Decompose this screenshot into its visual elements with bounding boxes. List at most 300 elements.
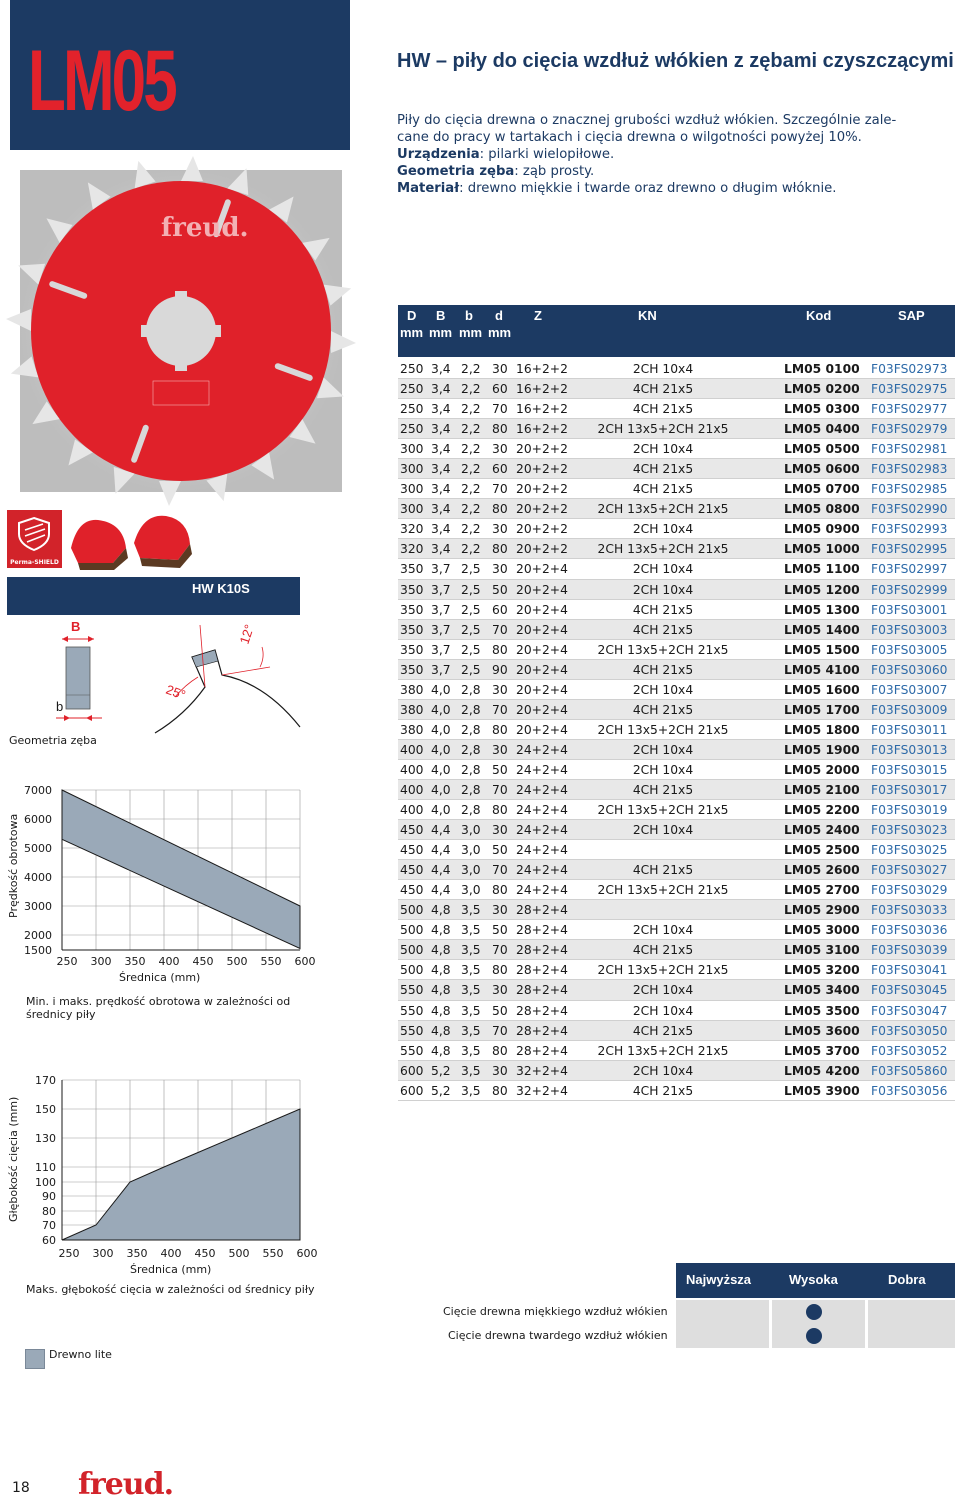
cell-D: 300	[400, 502, 424, 517]
cell-sap: F03FS03036	[871, 923, 948, 938]
table-row	[398, 539, 955, 559]
cell-KN: 4CH 21x5	[632, 382, 694, 397]
cell-Z: 20+2+2	[516, 482, 568, 497]
table-row	[398, 920, 955, 940]
cell-b: 2,2	[461, 522, 481, 537]
cell-KN: 2CH 10x4	[632, 362, 694, 376]
cell-Z: 24+2+4	[516, 762, 568, 777]
cell-d: 70	[492, 482, 508, 497]
cell-d: 30	[492, 1063, 508, 1078]
table-row	[398, 800, 955, 820]
cell-sap: F03FS03050	[871, 1023, 948, 1038]
cell-b: 3,0	[461, 883, 481, 898]
cell-KN: 2CH 10x4	[632, 742, 694, 757]
cell-Z: 20+2+4	[516, 562, 568, 577]
cell-Z: 20+2+2	[516, 442, 568, 457]
cell-sap: F03FS02995	[871, 542, 948, 557]
cell-D: 500	[400, 943, 424, 958]
cell-kod: LM05 1100	[784, 562, 860, 577]
rating-label-hardwood: Cięcie drewna twardego wzdłuż włókien	[448, 1329, 668, 1342]
cell-Z: 28+2+4	[516, 1023, 568, 1038]
cell-Z: 24+2+4	[516, 823, 568, 838]
rating-col-good: Dobra	[888, 1272, 926, 1287]
cell-b: 2,5	[461, 582, 481, 597]
cell-kod: LM05 3100	[784, 943, 860, 958]
cell-KN: 2CH 13x5+2CH 21x5	[597, 883, 729, 898]
cell-Z: 20+2+4	[516, 662, 568, 677]
cell-B: 4,4	[431, 863, 451, 878]
cell-B: 4,8	[431, 903, 451, 918]
x-tick-label: 550	[262, 1247, 284, 1260]
product-table	[398, 359, 955, 1101]
tooth-material-bar	[7, 577, 300, 615]
y-tick-label: 2000	[24, 929, 52, 942]
cell-KN: 2CH 10x4	[632, 1063, 694, 1078]
cell-d: 80	[492, 542, 508, 557]
cell-sap: F03FS02999	[871, 582, 948, 597]
cell-b: 2,5	[461, 662, 481, 677]
cell-B: 3,4	[431, 502, 451, 517]
cell-Z: 16+2+2	[516, 402, 568, 417]
blade-brand-text: freud.	[161, 213, 249, 243]
cell-sap: F03FS03025	[871, 843, 948, 858]
cell-KN: 2CH 10x4	[632, 823, 694, 838]
rpm-chart-caption-2: średnicy piły	[26, 1008, 96, 1021]
cell-D: 350	[400, 582, 424, 597]
cell-d: 70	[492, 402, 508, 417]
cell-KN: 2CH 13x5+2CH 21x5	[597, 803, 729, 818]
cell-d: 30	[492, 362, 508, 376]
cell-B: 4,8	[431, 1003, 451, 1018]
cell-kod: LM05 0600	[784, 462, 860, 477]
cell-b: 2,2	[461, 502, 481, 517]
cell-sap: F03FS03005	[871, 642, 948, 657]
cell-d: 80	[492, 642, 508, 657]
rpm-chart-xlabel: Średnica (mm)	[119, 971, 201, 984]
cell-sap: F03FS02993	[871, 522, 948, 537]
cell-Z: 20+2+4	[516, 642, 568, 657]
cell-B: 4,8	[431, 943, 451, 958]
cell-D: 320	[400, 542, 424, 557]
rating-col-highest: Najwyższa	[686, 1272, 752, 1287]
cell-sap: F03FS03056	[871, 1083, 948, 1098]
cell-d: 80	[492, 422, 508, 437]
table-row	[398, 479, 955, 499]
cell-sap: F03FS03052	[871, 1043, 948, 1058]
table-row	[398, 399, 955, 419]
cell-B: 3,7	[431, 642, 451, 657]
rpm-chart	[0, 780, 316, 1025]
cell-B: 4,0	[431, 682, 451, 697]
cell-D: 350	[400, 662, 424, 677]
cell-KN: 2CH 10x4	[632, 923, 694, 938]
cell-B: 4,4	[431, 843, 451, 858]
cell-kod: LM05 2000	[784, 762, 860, 777]
cell-sap: F03FS02983	[871, 462, 948, 477]
depth-chart-area	[62, 1109, 300, 1240]
perma-shield-label: Perma-SHIELD	[10, 559, 59, 566]
cell-B: 3,4	[431, 402, 451, 417]
rating-row-softwood	[440, 1300, 955, 1324]
x-tick-label: 350	[126, 1247, 148, 1260]
cell-d: 30	[492, 442, 508, 457]
cell-KN: 2CH 13x5+2CH 21x5	[597, 542, 729, 557]
rpm-chart-area	[62, 790, 300, 949]
cell-kod: LM05 3200	[784, 963, 860, 978]
cell-sap: F03FS03003	[871, 622, 948, 637]
rpm-chart-ylabel: Prędkość obrotowa	[7, 813, 20, 918]
col-Kod: Kod	[806, 308, 832, 323]
x-tick-label: 450	[192, 955, 214, 968]
cell-B: 4,0	[431, 742, 451, 757]
table-row	[398, 960, 955, 980]
table-row	[398, 700, 955, 720]
y-tick-label: 150	[35, 1103, 56, 1116]
y-tick-label: 5000	[24, 842, 52, 855]
cell-Z: 20+2+4	[516, 682, 568, 697]
cell-kod: LM05 3400	[784, 983, 860, 998]
table-row	[398, 580, 955, 600]
cell-d: 60	[492, 462, 508, 477]
cell-sap: F03FS03029	[871, 883, 948, 898]
rating-cell-highest	[676, 1324, 769, 1348]
cell-kod: LM05 2200	[784, 803, 860, 818]
cell-KN: 2CH 10x4	[632, 582, 694, 597]
cell-b: 2,2	[461, 362, 481, 376]
cell-KN: 4CH 21x5	[632, 943, 694, 958]
cell-d: 70	[492, 1023, 508, 1038]
cell-sap: F03FS02990	[871, 502, 948, 517]
cell-b: 2,2	[461, 542, 481, 557]
shield-icon	[7, 510, 62, 554]
col-b: b	[465, 308, 473, 323]
cell-d: 50	[492, 762, 508, 777]
rating-label-softwood: Cięcie drewna miękkiego wzdłuż włókien	[443, 1305, 668, 1318]
cell-D: 600	[400, 1083, 424, 1098]
cell-sap: F03FS03041	[871, 963, 948, 978]
cell-Z: 24+2+4	[516, 803, 568, 818]
cell-KN: 2CH 13x5+2CH 21x5	[597, 642, 729, 657]
table-row	[398, 600, 955, 620]
table-row	[398, 940, 955, 960]
cell-b: 3,0	[461, 843, 481, 858]
rating-header	[676, 1263, 955, 1298]
cell-d: 30	[492, 682, 508, 697]
cell-KN: 4CH 21x5	[632, 1023, 694, 1038]
cell-Z: 16+2+2	[516, 422, 568, 437]
cell-D: 250	[400, 382, 424, 397]
x-tick-label: 300	[90, 955, 112, 968]
cell-D: 550	[400, 1003, 424, 1018]
cell-Z: 16+2+2	[516, 382, 568, 397]
perma-shield-logo	[7, 510, 62, 568]
label-B: B	[71, 619, 81, 634]
cell-KN: 2CH 13x5+2CH 21x5	[597, 502, 729, 517]
cell-sap: F03FS03060	[871, 662, 948, 677]
cell-KN: 2CH 10x4	[632, 562, 694, 577]
table-row	[398, 640, 955, 660]
cell-d: 60	[492, 602, 508, 617]
cell-d: 50	[492, 843, 508, 858]
cell-kod: LM05 1800	[784, 722, 860, 737]
cell-sap: F03FS03007	[871, 682, 948, 697]
cell-B: 3,7	[431, 582, 451, 597]
cell-b: 3,5	[461, 1023, 481, 1038]
unit-b: mm	[459, 325, 483, 340]
cell-b: 2,2	[461, 402, 481, 417]
cell-kod: LM05 2900	[784, 903, 860, 918]
cell-sap: F03FS02985	[871, 482, 948, 497]
cell-kod: LM05 1500	[784, 642, 860, 657]
cell-B: 4,0	[431, 702, 451, 717]
cell-Z: 20+2+2	[516, 462, 568, 477]
y-tick-label: 7000	[24, 784, 52, 797]
cell-D: 380	[400, 682, 424, 697]
table-row	[398, 860, 955, 880]
cell-D: 450	[400, 883, 424, 898]
table-row	[398, 419, 955, 439]
cell-d: 50	[492, 1003, 508, 1018]
cell-d: 80	[492, 803, 508, 818]
cell-kod: LM05 0400	[784, 422, 860, 437]
cell-sap: F03FS03027	[871, 863, 948, 878]
cell-d: 80	[492, 502, 508, 517]
cell-D: 500	[400, 923, 424, 938]
cell-Z: 20+2+2	[516, 502, 568, 517]
y-tick-label: 110	[35, 1161, 56, 1174]
cell-B: 3,7	[431, 562, 451, 577]
cell-sap: F03FS03033	[871, 903, 948, 918]
cell-B: 5,2	[431, 1063, 451, 1078]
x-tick-label: 250	[58, 1247, 80, 1260]
cell-kod: LM05 3500	[784, 1003, 860, 1018]
x-tick-label: 350	[124, 955, 146, 968]
table-row	[398, 559, 955, 579]
cell-D: 300	[400, 462, 424, 477]
depth-chart-x-ticks	[59, 1247, 318, 1260]
cell-kod: LM05 4200	[784, 1063, 860, 1078]
cell-kod: LM05 2400	[784, 823, 860, 838]
rpm-chart-y-ticks	[24, 784, 52, 957]
cell-d: 90	[492, 662, 508, 677]
table-row	[398, 379, 955, 399]
table-row	[398, 980, 955, 1000]
product-code: LM05	[28, 33, 175, 129]
cell-Z: 16+2+2	[516, 362, 568, 376]
cell-kod: LM05 2500	[784, 843, 860, 858]
table-row	[398, 359, 955, 379]
unit-d: mm	[488, 325, 512, 340]
cell-d: 80	[492, 1043, 508, 1058]
y-tick-label: 3000	[24, 900, 52, 913]
cell-B: 5,2	[431, 1083, 451, 1098]
x-tick-label: 600	[294, 955, 316, 968]
y-tick-label: 1500	[24, 944, 52, 957]
cell-b: 3,5	[461, 1083, 481, 1098]
legend-swatch	[25, 1349, 45, 1369]
cell-KN: 2CH 13x5+2CH 21x5	[597, 722, 729, 737]
cell-sap: F03FS03047	[871, 1003, 948, 1018]
tooth-geometry-diagram	[0, 615, 310, 733]
table-row	[398, 820, 955, 840]
y-tick-label: 4000	[24, 871, 52, 884]
cell-kod: LM05 1300	[784, 602, 860, 617]
cell-sap: F03FS03039	[871, 943, 948, 958]
cell-b: 2,2	[461, 382, 481, 397]
cell-b: 3,5	[461, 1043, 481, 1058]
cell-b: 2,2	[461, 442, 481, 457]
rating-dot-icon	[806, 1328, 822, 1344]
rpm-chart-x-ticks	[57, 955, 316, 968]
cell-D: 550	[400, 983, 424, 998]
cell-B: 4,0	[431, 782, 451, 797]
cell-kod: LM05 1400	[784, 622, 860, 637]
cell-KN: 2CH 10x4	[632, 682, 694, 697]
col-d: d	[495, 308, 503, 323]
cell-sap: F03FS03015	[871, 762, 948, 777]
cell-d: 50	[492, 923, 508, 938]
cell-B: 4,0	[431, 762, 451, 777]
coated-teeth-samples	[68, 508, 193, 570]
desc-material: Materiał: drewno miękkie i twarde oraz drewno o długim włóknie.	[397, 181, 837, 196]
cell-kod: LM05 2100	[784, 782, 860, 797]
cell-D: 350	[400, 622, 424, 637]
cell-kod: LM05 4100	[784, 662, 860, 677]
cell-b: 2,8	[461, 682, 481, 697]
cell-kod: LM05 1600	[784, 682, 860, 697]
cell-kod: LM05 0100	[784, 362, 860, 376]
cell-KN: 2CH 10x4	[632, 442, 694, 457]
cell-B: 4,8	[431, 923, 451, 938]
cell-b: 2,8	[461, 722, 481, 737]
y-tick-label: 70	[42, 1219, 56, 1232]
table-row	[398, 880, 955, 900]
cell-kod: LM05 1700	[784, 702, 860, 717]
cell-D: 550	[400, 1023, 424, 1038]
depth-chart	[0, 1068, 318, 1300]
cell-KN: 4CH 21x5	[632, 863, 694, 878]
cell-sap: F03FS03013	[871, 742, 948, 757]
table-row	[398, 499, 955, 519]
cell-b: 2,2	[461, 482, 481, 497]
freud-logo: freud.	[78, 1467, 174, 1502]
y-tick-label: 80	[42, 1205, 56, 1218]
cell-sap: F03FS03011	[871, 722, 948, 737]
cell-Z: 24+2+4	[516, 883, 568, 898]
cell-D: 350	[400, 602, 424, 617]
cell-kod: LM05 2700	[784, 883, 860, 898]
depth-chart-xlabel: Średnica (mm)	[130, 1263, 212, 1276]
y-tick-label: 170	[35, 1074, 56, 1087]
cell-B: 4,4	[431, 823, 451, 838]
saw-blade-image	[20, 170, 342, 492]
cell-D: 250	[400, 362, 424, 376]
table-row	[398, 780, 955, 800]
cell-D: 400	[400, 742, 424, 757]
cell-sap: F03FS03009	[871, 702, 948, 717]
col-Z: Z	[534, 308, 542, 323]
cell-Z: 20+2+4	[516, 582, 568, 597]
cell-kod: LM05 0200	[784, 382, 860, 397]
x-tick-label: 450	[194, 1247, 216, 1260]
cell-B: 3,7	[431, 662, 451, 677]
depth-chart-ylabel: Głębokość cięcia (mm)	[7, 1096, 20, 1222]
table-row	[398, 459, 955, 479]
rating-cell-good	[868, 1324, 955, 1348]
table-row	[398, 1021, 955, 1041]
rating-col-high: Wysoka	[789, 1272, 838, 1287]
cell-Z: 28+2+4	[516, 1043, 568, 1058]
table-row	[398, 760, 955, 780]
tooth-geometry-label: Geometria zęba	[9, 734, 97, 747]
cell-D: 380	[400, 722, 424, 737]
rating-dot-icon	[806, 1304, 822, 1320]
table-row	[398, 620, 955, 640]
col-KN: KN	[638, 308, 657, 323]
cell-Z: 20+2+4	[516, 602, 568, 617]
cell-Z: 28+2+4	[516, 983, 568, 998]
cell-KN: 2CH 13x5+2CH 21x5	[597, 422, 729, 437]
desc-line-1: Piły do cięcia drewna o znacznej grubości wzdłuż włókien. Szczególnie zale-	[397, 113, 897, 128]
cell-d: 70	[492, 782, 508, 797]
cell-kod: LM05 3700	[784, 1043, 860, 1058]
cell-b: 3,5	[461, 923, 481, 938]
cell-sap: F03FS05860	[871, 1063, 948, 1078]
cell-kod: LM05 0500	[784, 442, 860, 457]
cell-sap: F03FS02997	[871, 562, 948, 577]
cell-KN: 4CH 21x5	[632, 402, 694, 417]
cell-b: 2,5	[461, 602, 481, 617]
cell-b: 2,5	[461, 622, 481, 637]
cell-Z: 20+2+4	[516, 702, 568, 717]
cell-KN: 4CH 21x5	[632, 462, 694, 477]
cell-D: 450	[400, 823, 424, 838]
x-tick-label: 400	[160, 1247, 182, 1260]
desc-machines: Urządzenia: pilarki wielopiłowe.	[397, 147, 615, 162]
cell-B: 3,4	[431, 382, 451, 397]
cell-Z: 24+2+4	[516, 782, 568, 797]
cell-B: 3,4	[431, 462, 451, 477]
cell-D: 500	[400, 963, 424, 978]
cell-sap: F03FS02981	[871, 442, 948, 457]
legend-label: Drewno lite	[49, 1348, 112, 1361]
table-row	[398, 740, 955, 760]
cell-d: 30	[492, 522, 508, 537]
cell-d: 80	[492, 722, 508, 737]
cell-Z: 28+2+4	[516, 963, 568, 978]
desc-line-2: cane do pracy w tartakach i cięcia drewna o wilgotności powyżej 10%.	[397, 130, 862, 145]
rating-cell-good	[868, 1300, 955, 1324]
cell-kod: LM05 3000	[784, 923, 860, 938]
cell-d: 70	[492, 622, 508, 637]
col-SAP: SAP	[898, 308, 925, 323]
table-row	[398, 720, 955, 740]
rpm-chart-caption-1: Min. i maks. prędkość obrotowa w zależności od	[26, 995, 291, 1008]
cell-d: 80	[492, 883, 508, 898]
cell-B: 3,4	[431, 542, 451, 557]
table-header	[398, 305, 955, 357]
cell-d: 50	[492, 582, 508, 597]
cell-D: 320	[400, 522, 424, 537]
x-tick-label: 500	[228, 1247, 250, 1260]
cell-KN: 2CH 10x4	[632, 983, 694, 998]
page-number: 18	[12, 1480, 30, 1496]
cell-sap: F03FS03023	[871, 823, 948, 838]
cell-kod: LM05 1900	[784, 742, 860, 757]
table-row	[398, 840, 955, 860]
y-tick-label: 100	[35, 1176, 56, 1189]
cell-b: 2,2	[461, 422, 481, 437]
